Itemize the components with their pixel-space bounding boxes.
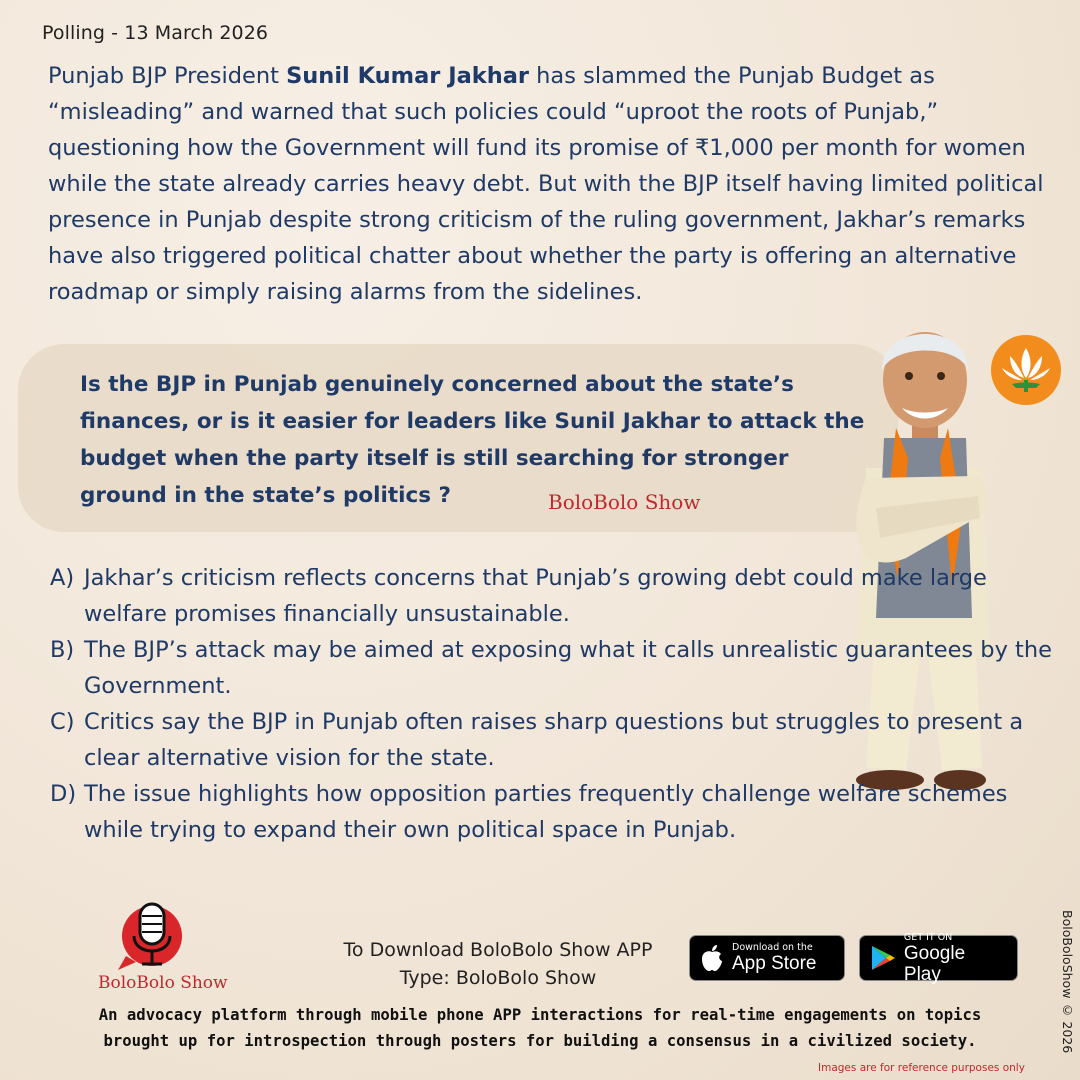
- google-play-icon: [870, 944, 896, 972]
- apple-icon: [700, 944, 724, 972]
- option-letter: A): [50, 565, 75, 591]
- tagline-line1: An advocacy platform through mobile phone APP interactions for real-time engagements on topics: [98, 1006, 982, 1024]
- bjp-lotus-icon: [990, 334, 1062, 406]
- tagline-line2: brought up for introspection through posters for building a consensus in a civilized society.: [103, 1032, 977, 1050]
- google-play-badge[interactable]: [859, 931, 1018, 985]
- option-letter: C): [50, 709, 75, 735]
- intro-paragraph: [48, 58, 1058, 310]
- intro-before: Punjab BJP President: [48, 63, 287, 89]
- copyright-vertical: BoloBoloShow © 2026: [1060, 910, 1075, 1054]
- google-play-small: GET IT ON: [903, 931, 953, 943]
- logo-name: BoloBolo Show: [98, 973, 228, 993]
- download-info: [300, 936, 696, 992]
- download-line: To Download BoloBolo Show APP: [343, 939, 653, 961]
- option-d[interactable]: [50, 776, 1060, 848]
- microphone-icon: [96, 896, 186, 976]
- type-line: Type: BoloBolo Show: [399, 967, 597, 989]
- poll-options: [50, 560, 1060, 848]
- option-text: Critics say the BJP in Punjab often raises sharp questions but struggles to present a clear alternative vision for the state.: [84, 709, 1024, 771]
- app-store-small: Download on the: [732, 942, 813, 953]
- option-letter: B): [50, 637, 75, 663]
- leader-name: Sunil Kumar Jakhar: [286, 63, 530, 89]
- app-store-badge[interactable]: [689, 935, 845, 981]
- option-letter: D): [50, 781, 77, 807]
- option-text: The BJP’s attack may be aimed at exposing what it calls unrealistic guarantees by the Government.: [84, 637, 1052, 699]
- disclaimer: Images are for reference purposes only: [818, 1062, 1025, 1074]
- option-text: Jakhar’s criticism reflects concerns that Punjab’s growing debt could make large welfare promises financially unsustainable.: [84, 565, 987, 627]
- app-store-big: App Store: [732, 953, 817, 974]
- tagline: [30, 1002, 1050, 1054]
- poll-date: Polling - 13 March 2026: [42, 22, 269, 44]
- option-a[interactable]: [50, 560, 1060, 632]
- intro-after: has slammed the Punjab Budget as “misleading” and warned that such policies could “uproot the roots of Punjab,” questioning how the Government will fund its promise of ₹1,000 per month for women while the state already carries heavy debt. But with the BJP itself having limited political presence in Punjab despite strong criticism of the ruling government, Jakhar’s remarks have also triggered political chatter about whether the party is offering an alternative roadmap or simply raising alarms from the sidelines.: [48, 63, 1044, 305]
- option-c[interactable]: [50, 704, 1060, 776]
- google-play-big: Google Play: [903, 942, 966, 985]
- option-text: The issue highlights how opposition parties frequently challenge welfare schemes while trying to expand their own political space in Punjab.: [84, 781, 1008, 843]
- poll-question: Is the BJP in Punjab genuinely concerned about the state’s finances, or is it easier for leaders like Sunil Jakhar to attack the budget when the party itself is still searching for stronger ground in the state’s politics ?: [80, 372, 865, 508]
- brand-watermark: BoloBolo Show: [548, 490, 701, 514]
- option-b[interactable]: [50, 632, 1060, 704]
